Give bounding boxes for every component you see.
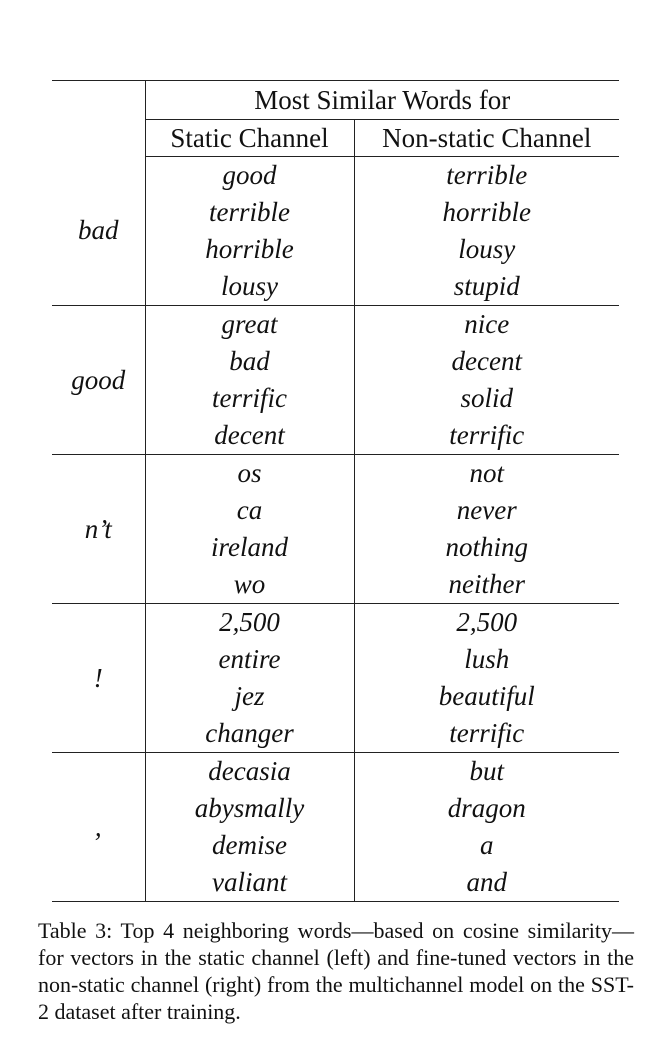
table-row (52, 604, 619, 753)
nonstatic-neighbor-word: terrible (446, 160, 528, 190)
static-neighbor-word: valiant (212, 867, 287, 897)
nonstatic-neighbor-word: terrific (449, 718, 525, 748)
table-row (52, 157, 619, 306)
nonstatic-neighbor-word: nice (464, 309, 510, 339)
nonstatic-neighbor-word: and (466, 867, 507, 897)
static-neighbors-cell (145, 455, 354, 604)
nonstatic-neighbor-word: dragon (447, 793, 526, 823)
query-word: , (52, 753, 145, 902)
static-neighbor-word: bad (229, 346, 270, 376)
static-neighbor-word: good (222, 160, 277, 190)
nonstatic-neighbor-word: neither (448, 569, 525, 599)
static-neighbor-word: changer (205, 718, 294, 748)
static-neighbor-word: 2,500 (219, 607, 280, 637)
static-neighbor-word: ca (236, 495, 263, 525)
nonstatic-neighbor-word: never (456, 495, 517, 525)
nonstatic-neighbors-cell (354, 306, 619, 455)
static-neighbor-word: lousy (221, 271, 278, 301)
static-neighbor-word: horrible (205, 234, 294, 264)
header-static-channel: Static Channel (145, 120, 354, 157)
header-empty-cell (52, 81, 145, 157)
nonstatic-neighbor-word: beautiful (438, 681, 535, 711)
nonstatic-neighbor-word: a (480, 830, 494, 860)
nonstatic-neighbor-word: horrible (442, 197, 532, 227)
query-word: good (52, 306, 145, 455)
nonstatic-neighbors-cell (354, 157, 619, 306)
header-row-top (52, 81, 619, 120)
nonstatic-neighbor-word: terrific (449, 420, 525, 450)
header-most-similar-words: Most Similar Words for (145, 81, 619, 120)
similar-words-table-container (52, 80, 619, 902)
header-nonstatic-channel: Non-static Channel (354, 120, 619, 157)
nonstatic-neighbor-word: but (469, 756, 505, 786)
nonstatic-neighbor-word: lousy (458, 234, 516, 264)
static-neighbors-cell (145, 306, 354, 455)
static-neighbor-word: decent (214, 420, 285, 450)
nonstatic-neighbor-word: not (469, 458, 505, 488)
nonstatic-neighbor-word: 2,500 (456, 607, 518, 637)
nonstatic-neighbor-word: decent (451, 346, 522, 376)
static-neighbors-cell (145, 753, 354, 902)
table-body (52, 157, 619, 902)
table-caption: Table 3: Top 4 neighboring words—based on cosine similarity—for vectors in the static channel (left) and fine-tuned vectors in the non-static channel (right) from the multichannel model on the SST-2 dataset after training. (38, 918, 634, 1024)
static-neighbor-word: terrific (212, 383, 287, 413)
static-neighbor-word: entire (218, 644, 281, 674)
nonstatic-neighbor-word: nothing (445, 532, 529, 562)
nonstatic-neighbor-word: solid (460, 383, 514, 413)
static-neighbor-word: great (221, 309, 278, 339)
static-neighbor-word: terrible (209, 197, 290, 227)
static-neighbor-word: ireland (211, 532, 288, 562)
static-neighbor-word: jez (234, 681, 265, 711)
nonstatic-neighbor-word: stupid (453, 271, 520, 301)
static-neighbors-cell (145, 604, 354, 753)
nonstatic-neighbor-word: lush (464, 644, 510, 674)
query-word: ! (52, 604, 145, 753)
static-neighbor-word: decasia (208, 756, 291, 786)
static-neighbor-word: os (237, 458, 262, 488)
query-word: bad (52, 157, 145, 306)
static-neighbors-cell (145, 157, 354, 306)
static-neighbor-word: wo (233, 569, 266, 599)
nonstatic-neighbors-cell (354, 604, 619, 753)
nonstatic-neighbors-cell (354, 455, 619, 604)
nonstatic-neighbors-cell (354, 753, 619, 902)
table-row (52, 455, 619, 604)
static-neighbor-word: demise (212, 830, 287, 860)
similar-words-table (52, 80, 619, 902)
table-row (52, 753, 619, 902)
table-row (52, 306, 619, 455)
query-word: n’t (52, 455, 145, 604)
static-neighbor-word: abysmally (194, 793, 305, 823)
